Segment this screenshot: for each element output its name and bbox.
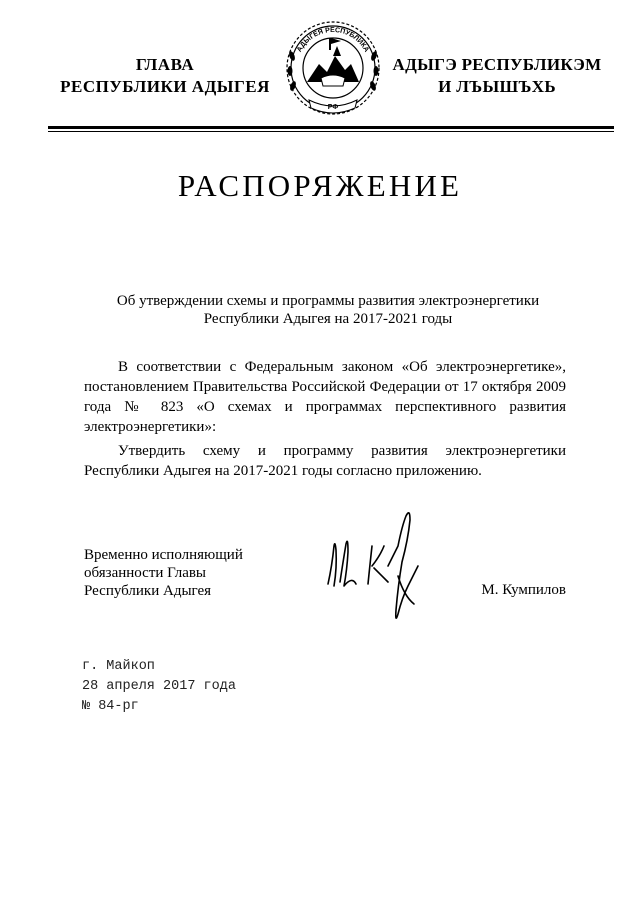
- emblem-arc-text: АДЫГЕЯ РЕСПУБЛИКА: [296, 26, 370, 54]
- signatory-position: [84, 546, 284, 600]
- emblem-ribbon-text: РФ: [327, 104, 339, 111]
- subject-line2: Республики Адыгея на 2017-2021 годы: [203, 311, 453, 327]
- header-left: [40, 54, 290, 98]
- document-subject: [100, 292, 556, 328]
- stamp-number: № 84-рг: [82, 699, 139, 714]
- stamp-city: г. Майкоп: [82, 659, 155, 674]
- subject-line1: Об утверждении схемы и программы развития электроэнергетики: [116, 293, 540, 309]
- header-divider-thin: [48, 131, 614, 132]
- stamp-date: 28 апреля 2017 года: [82, 679, 236, 694]
- coat-of-arms-icon: [283, 16, 383, 120]
- header-right-line2: И ЛЪЫШЪХЬ: [438, 77, 556, 96]
- header-right-line1: АДЫГЭ РЕСПУБЛИКЭМ: [392, 55, 602, 74]
- signatory-role-line3: Республики Адыгея: [84, 583, 212, 599]
- header-right: [388, 54, 606, 98]
- signatory-role-line2: обязанности Главы: [84, 565, 207, 581]
- handwritten-signature: [318, 506, 448, 636]
- body-paragraph-2: Утвердить схему и программу развития электроэнергетики Республики Адыгея на 2017-2021 годы согласно приложению.: [84, 443, 566, 479]
- header-left-line1: ГЛАВА: [135, 55, 195, 74]
- header-left-line2: РЕСПУБЛИКИ АДЫГЕЯ: [60, 77, 270, 96]
- signatory-name: М. Кумпилов: [481, 582, 566, 598]
- registration-stamp: [82, 657, 302, 717]
- document-title: РАСПОРЯЖЕНИЕ: [177, 168, 463, 203]
- signatory-role-line1: Временно исполняющий: [84, 547, 243, 563]
- body-paragraph-1: В соответствии с Федеральным законом «Об электроэнергетике», постановлением Правительства Российской Федерации от 17 октября 2009 года № 823 «О схемах и программах перспективного развития электроэнергетики»:: [84, 359, 566, 435]
- header-divider-thick: [48, 126, 614, 129]
